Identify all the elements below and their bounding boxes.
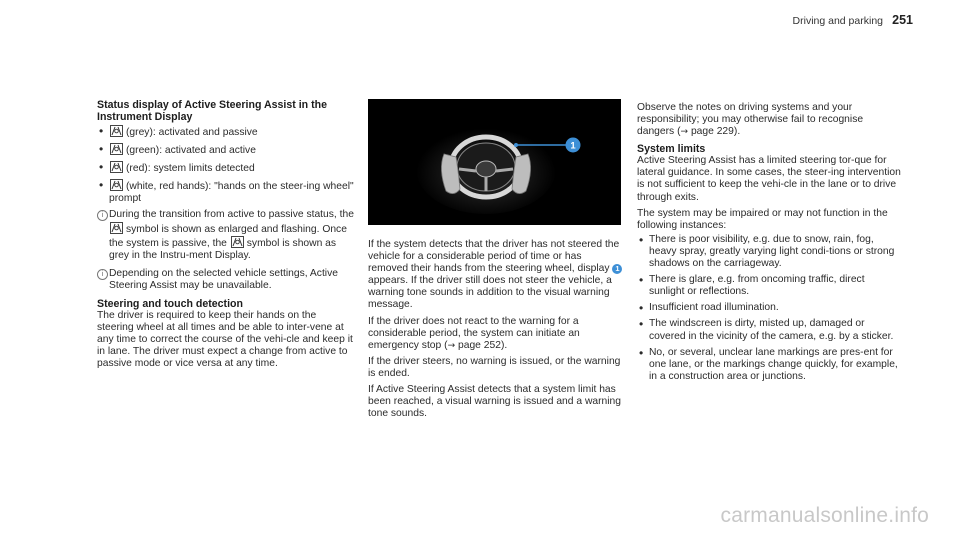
heading-touch-detection: Steering and touch detection: [97, 298, 243, 311]
column-left: [97, 99, 355, 371]
arrow-icon: →: [680, 127, 689, 138]
list-item: • Insufficient road illumination.: [639, 301, 779, 316]
list-item: • (green): activated and active: [99, 142, 256, 157]
column-right: [637, 102, 901, 387]
touch-detection-text: The driver is required to keep their hands on the steering wheel at all times and be able to inter-vene at any time to correct the course of the vehi-cle and keep it in lane. The driver must expect a change from active to passive mode or vice versa at any time.: [97, 310, 353, 370]
status-list: [97, 125, 355, 205]
list-item: • (grey): activated and passive: [99, 124, 258, 138]
paragraph-observe: Observe the notes on driving systems and your responsibility; you may otherwise fail to recognise dangers (→ page 229).: [637, 102, 864, 138]
section-title: Driving and parking: [792, 15, 883, 27]
info-icon: i: [97, 269, 108, 280]
heading-status-display: Status display of Active Steering Assist in the Instrument Display: [97, 99, 327, 123]
callout-label: 1: [570, 140, 576, 152]
paragraph-1: If the system detects that the driver has not steered the vehicle for a considerable period of time or has removed their hands from the steering wheel, display 1 appears. If the driver still does not steer the vehicle, a warning tone sounds in addition to the visual warning message.: [368, 239, 624, 312]
page-ref-link[interactable]: page 252: [457, 339, 501, 351]
steering-wheel-illustration: [368, 99, 621, 225]
list-item: • (red): system limits detected: [99, 160, 255, 175]
steering-wheel-figure: [368, 99, 621, 225]
page-ref-link[interactable]: page 229: [690, 126, 734, 138]
column-middle: [368, 99, 624, 420]
list-item: • There is poor visibility, e.g. due to snow, rain, fog, heavy spray, greatly varying light condi-tions or strong shadows on the carriageway.: [639, 232, 895, 270]
limits-text-2: The system may be impaired or may not function in the following instances:: [637, 207, 888, 231]
watermark: carmanualsonline.info: [720, 504, 929, 527]
steering-assist-icon: [231, 236, 244, 248]
list-item: • (white, red hands): "hands on the steer-ing wheel" prompt: [99, 178, 354, 205]
steering-assist-icon: [110, 143, 123, 155]
steering-assist-icon: [110, 161, 123, 173]
paragraph-4: If Active Steering Assist detects that a system limit has been reached, a visual warning is issued and a warning tone sounds.: [368, 384, 622, 420]
arrow-icon: →: [447, 340, 456, 351]
steering-assist-icon: [110, 222, 123, 234]
limits-list: [637, 234, 901, 383]
list-item: • No, or several, unclear lane markings are pres-ent for one lane, or the markings change quickly, for example, in a construction area or junctions.: [639, 345, 898, 382]
heading-system-limits: System limits: [637, 143, 706, 156]
paragraph-3: If the driver steers, no warning is issued, or the warning is ended.: [368, 355, 621, 379]
note-transition: i During the transition from active to passive status, the symbol is shown as enlarged and flashing. Once the system is passive, the symbol is shown as grey in the Instru-ment Display.: [97, 209, 355, 261]
steering-assist-icon: [110, 125, 123, 137]
list-item: • There is glare, e.g. from oncoming traffic, direct sunlight or reflections.: [639, 273, 865, 298]
info-icon: i: [97, 210, 108, 221]
page-number: 251: [892, 13, 913, 27]
page-header: [0, 13, 960, 33]
steering-assist-icon: [110, 179, 123, 191]
callout-badge: 1: [612, 264, 622, 274]
paragraph-2: If the driver does not react to the warning for a considerable period, the system can initiate an emergency stop (→ page 252).: [368, 315, 580, 351]
note-availability: i Depending on the selected vehicle settings, Active Steering Assist may be unavailable.: [97, 268, 355, 292]
limits-text: Active Steering Assist has a limited steering tor-que for lateral guidance. In some cases, the steer-ing intervention is not sufficient to keep the vehi-cle in the lane or to drive through exits.: [637, 155, 901, 203]
list-item: • The windscreen is dirty, misted up, damaged or covered in the vicinity of the camera, e.g. by a sticker.: [639, 317, 894, 342]
